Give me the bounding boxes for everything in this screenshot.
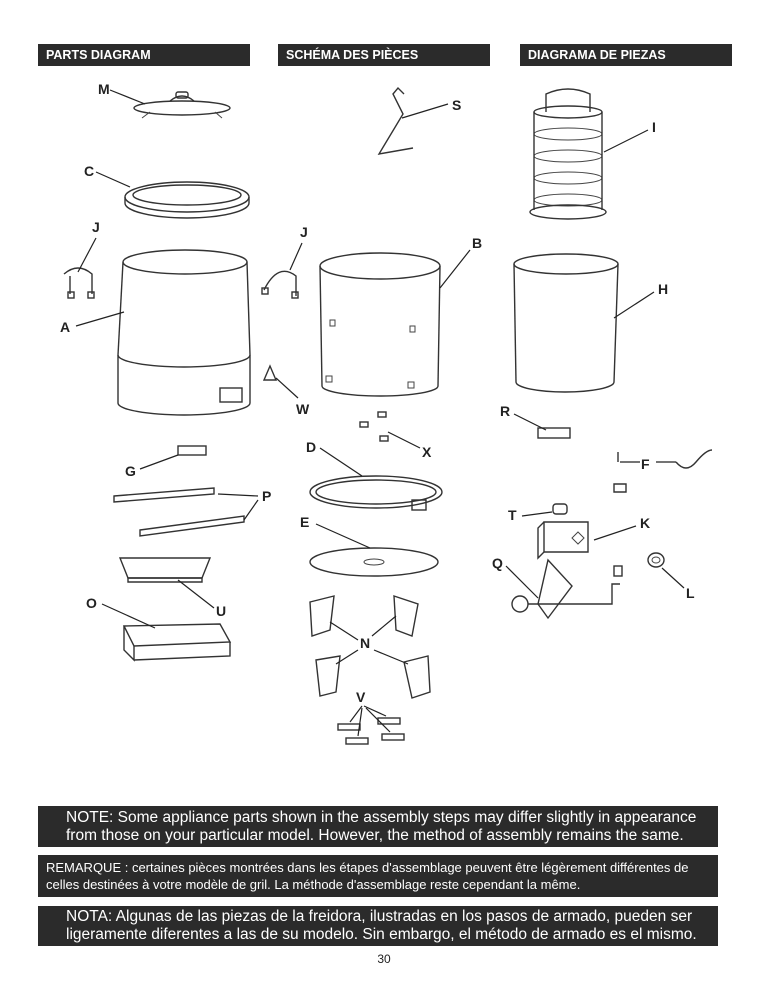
note-spanish: NOTA: Algunas de las piezas de la freidora, ilustradas en los pasos de armado, pueden ser ligeramente diferentes a las de su modelo. Sin embargo, el método de armado es el mismo. (38, 906, 718, 946)
label-j-mid: J (300, 224, 308, 240)
part-l-knob (648, 553, 664, 567)
label-q: Q (492, 555, 503, 571)
part-a-pot (118, 250, 250, 415)
part-r-bracket (538, 428, 570, 438)
label-v: V (356, 689, 366, 705)
part-x-clips (360, 412, 388, 441)
label-k: K (640, 515, 651, 531)
part-d-ring (310, 476, 442, 510)
page-number: 30 (377, 952, 391, 966)
note-french: REMARQUE : certaines pièces montrées dans les étapes d'assemblage peuvent être légèrement différentes de celles destinées à votre modèle de gril. La méthode d'assemblage reste cependant la même. (38, 855, 718, 897)
part-f-thermocouple (614, 450, 712, 492)
part-s-hook (379, 88, 413, 154)
label-g: G (125, 463, 136, 479)
label-n: N (360, 635, 371, 651)
part-w-foot (264, 366, 276, 380)
label-t: T (508, 507, 517, 523)
part-g-plate (178, 446, 206, 455)
part-e-plate (310, 548, 438, 576)
part-c-ring (125, 182, 249, 218)
label-o: O (86, 595, 97, 611)
label-p: P (262, 488, 272, 504)
label-r: R (500, 403, 511, 419)
part-h-liner (514, 254, 618, 392)
part-p-rails (114, 488, 244, 536)
label-w: W (296, 401, 310, 417)
part-t-knob (553, 504, 567, 514)
label-l: L (686, 585, 695, 601)
part-i-basket (530, 89, 606, 219)
part-o-drawer (124, 624, 230, 660)
part-j-handle-2 (262, 271, 298, 298)
part-v-feet (338, 718, 404, 744)
label-b: B (472, 235, 483, 251)
part-j-handle (64, 268, 94, 298)
part-b-shell (320, 253, 440, 396)
label-f: F (641, 456, 650, 472)
label-e: E (300, 514, 310, 530)
label-j-left: J (92, 219, 100, 235)
label-h: H (658, 281, 669, 297)
note-english: NOTE: Some appliance parts shown in the assembly steps may differ slightly in appearance from those on your particular model. However, the method of assembly remains the same. (38, 806, 718, 847)
label-i: I (652, 119, 656, 135)
header-parts-diagram: PARTS DIAGRAM (38, 44, 250, 66)
label-m: M (98, 81, 110, 97)
part-m-lid (134, 92, 230, 118)
label-c: C (84, 163, 95, 179)
part-k-timer (538, 522, 588, 558)
label-d: D (306, 439, 317, 455)
label-a: A (60, 319, 71, 335)
header-diagrama-de-piezas: DIAGRAMA DE PIEZAS (520, 44, 732, 66)
part-u-tray (120, 558, 210, 582)
label-s: S (452, 97, 462, 113)
header-schema-des-pieces: SCHÉMA DES PIÈCES (278, 44, 490, 66)
label-u: U (216, 603, 227, 619)
label-x: X (422, 444, 432, 460)
